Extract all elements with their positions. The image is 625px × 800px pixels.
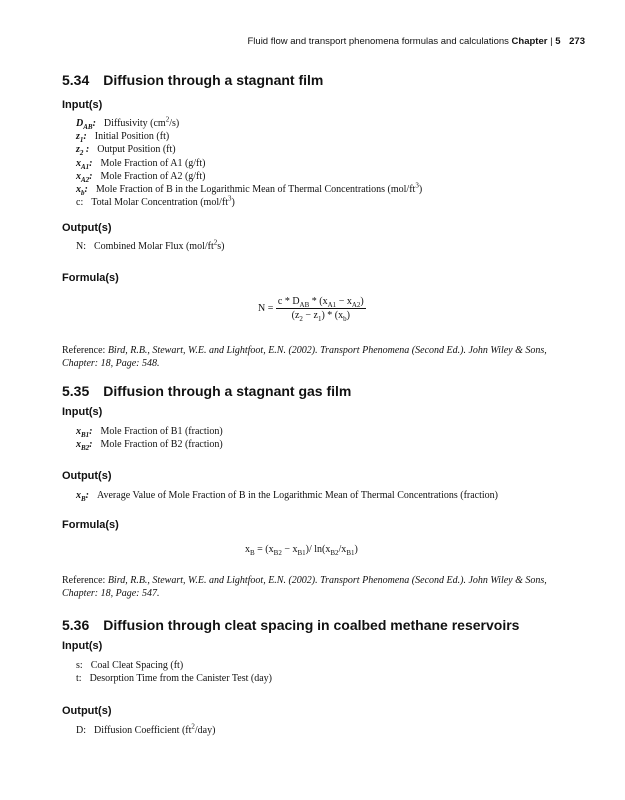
variable-description: Mole Fraction of B1 (fraction) [100,426,223,437]
variable-row [76,130,422,143]
variable-description: Mole Fraction of A2 (g/ft) [100,170,206,182]
variable-description: Diffusivity $(cm^2/s)$ [103,115,180,129]
variable-row [76,438,223,451]
variable-description: Output Position (ft) [97,144,176,156]
variable-row [76,489,498,502]
variable-description: Coal Cleat Spacing (ft) [90,660,184,671]
variable-description: Combined Molar Flux $(mol/ft^2s)$ [94,238,225,252]
running-header [248,36,586,47]
variable-row [76,183,422,196]
variable-symbol: $z_2$ : [76,144,90,158]
outputs-heading: Output(s) [62,705,112,717]
variable-description: Diffusion Coefficient $(ft^2/day)$ [94,722,216,736]
variable-row [76,724,215,737]
chapter-label: Chapter [511,36,548,47]
variable-symbol: N: [76,241,87,252]
formula-numerator: $c * D_{AB} * (x_{A1} - x_{A2})$ [277,296,364,309]
section-number: 5.36 [62,617,90,633]
variable-description: Initial Position (ft) [94,131,170,143]
variable-description: Mole Fraction of A1 (g/ft) [100,157,206,169]
variable-description: Total Molar Concentration $(mol/ft^3)$ [91,194,235,209]
input-list [76,659,272,685]
variable-symbol: c: [76,197,84,209]
variable-symbol: $D_{AB}$: [76,118,96,131]
inputs-heading: Input(s) [62,406,103,418]
variable-symbol: D: [76,725,87,736]
variable-symbol: $x_{B2}$: [76,439,93,453]
output-list [76,724,215,737]
variable-symbol: s: [76,660,83,671]
output-list [76,240,224,253]
running-title: Fluid flow and transport phenomena formulas and calculations [247,36,509,47]
variable-description: Mole Fraction of B in the Logarithmic Mean of Thermal Concentrations $(mol/ft^3)$ [95,181,423,196]
input-list [76,117,422,209]
variable-row [76,157,422,170]
variable-row [76,117,422,130]
variable-row [76,659,272,672]
reference-5-35: Reference: Bird, R.B., Stewart, W.E. and Lightfoot, E.N. (2002). Transport Phenomena (Second Ed.). John Wiley & Sons, Chapter: 18, Page: 547. [62,575,547,599]
inputs-heading: Input(s) [62,99,103,111]
section-title-5-35 [62,383,351,399]
variable-symbol: t: [76,673,82,685]
variable-row [76,425,223,438]
variable-row [76,196,422,209]
reference-5-34: Reference: Bird, R.B., Stewart, W.E. and Lightfoot, E.N. (2002). Transport Phenomena (Second Ed.). John Wiley & Sons, Chapter: 18, Page: 548. [62,345,547,369]
section-title-text: Diffusion through a stagnant gas film [103,383,352,399]
variable-description: Desorption Time from the Canister Test (day) [89,673,272,685]
section-number: 5.34 [62,72,90,88]
section-title-text: Diffusion through a stagnant film [103,72,324,88]
section-title-text: Diffusion through cleat spacing in coalbed methane reservoirs [103,617,520,633]
output-list [76,489,498,502]
variable-description: Average Value of Mole Fraction of B in the Logarithmic Mean of Thermal Concentrations (fraction) [97,490,499,501]
page-number: 273 [569,36,585,47]
formula-5-35: $x_B = (x_{B2} - x_{B1})/$ $\ln(x_{B2}/x_{B1})$ [245,544,358,557]
formula-fraction [276,296,366,321]
variable-row [76,170,422,183]
chapter-number: 5 [555,36,561,47]
section-title-5-34 [62,72,323,88]
input-list [76,425,223,451]
variable-row [76,672,272,685]
variable-row [76,143,422,156]
variable-row [76,240,224,253]
formulas-heading: Formula(s) [62,519,119,531]
formula-denominator: $(z_2 - z_1) * (x_b)$ [291,310,350,323]
header-separator: | [550,36,553,47]
section-title-5-36 [62,617,519,633]
outputs-heading: Output(s) [62,470,112,482]
section-number: 5.35 [62,383,90,399]
inputs-heading: Input(s) [62,640,103,652]
variable-symbol: $x_b$: [76,184,88,198]
outputs-heading: Output(s) [62,222,112,234]
variable-symbol: $x_B$: [76,490,90,503]
variable-description: Mole Fraction of B2 (fraction) [100,439,223,451]
formula-5-34: N = $\frac{c * D_{AB} * (x_{A1} - x_{A2})}{(z_2 - z_1) * (x_b)}$ [258,296,364,323]
formulas-heading: Formula(s) [62,272,119,284]
variable-symbol: $x_{A2}$: [76,170,93,184]
variable-symbol: $x_{B1}$: [76,426,93,439]
variable-symbol: $z_1$: [76,131,87,145]
formula-lhs: N [258,302,266,314]
variable-symbol: $x_{A1}$: [76,157,93,171]
